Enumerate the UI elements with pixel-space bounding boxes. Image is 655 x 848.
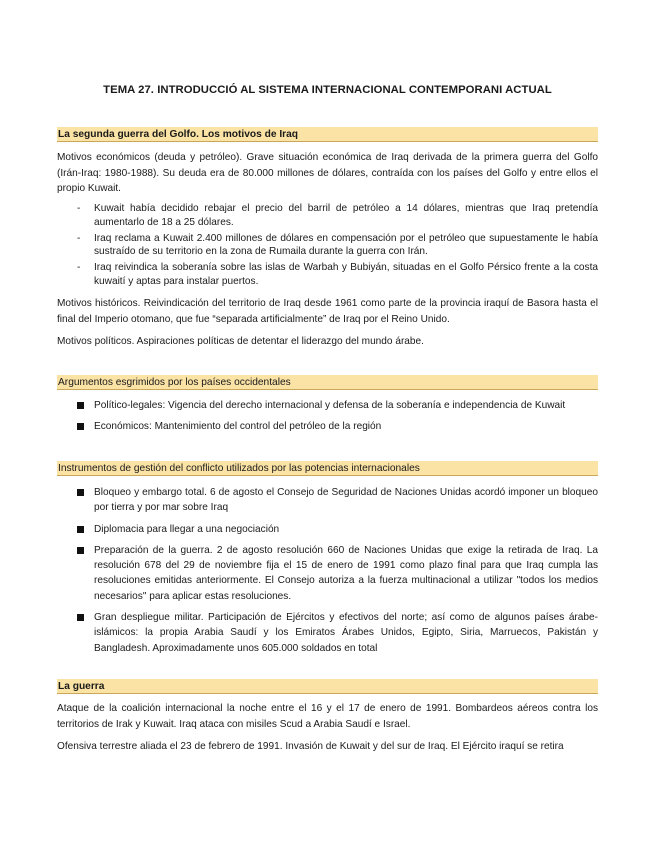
list-item: - Iraq reivindica la soberanía sobre las islas de Warbah y Bubiyán, situadas en el Golfo Pérsico frente a la costa kuwaití y aptas para instalar puertos. — [77, 262, 598, 287]
section-heading-the-war: La guerra — [57, 679, 598, 694]
list-item: Gran despliegue militar. Participación de Ejércitos y efectivos del norte; así como de algunos países árabe-islámicos: la propia Arabia Saudí y los Emiratos Árabes Unidos, Egipto, Siria, Marruecos, Pakistán y Bangladesh. Aproximadamente unos 605.000 soldados en total — [57, 610, 598, 656]
list-item: - Iraq reclama a Kuwait 2.400 millones de dólares en compensación por el petróleo que supuestamente le había sustraído de su territorio en la zona de Rumaila durante la guerra con Irán. — [77, 232, 598, 258]
section-heading-western-arguments: Argumentos esgrimidos por los países occidentales — [57, 375, 598, 390]
square-bullet-icon — [77, 423, 84, 430]
paragraph-coalition-attack: Ataque de la coalición internacional la noche entre el 16 y el 17 de enero de 1991. Bombardeos aéreos contra los territorios de Irak y Kuwait. Iraq ataca con misiles Scud a Arabia Saudí e Israel. — [57, 703, 598, 730]
economic-motives-list — [57, 202, 598, 291]
square-bullet-icon — [77, 614, 84, 621]
list-item: Económicos: Mantenimiento del control del petróleo de la región — [57, 419, 598, 434]
square-bullet-icon — [77, 526, 84, 533]
dash-bullet: - — [77, 203, 81, 214]
conflict-instruments-list — [57, 485, 598, 662]
paragraph-economic-motives: Motivos económicos (deuda y petróleo). Grave situación económica de Iraq derivada de la primera guerra del Golfo (Irán-Iraq: 1980-1988). Su deuda era de 80.000 millones de dólares, contraída con los países del Golfo y entre ellos el propio Kuwait. — [57, 152, 598, 195]
square-bullet-icon — [77, 489, 84, 496]
paragraph-ground-offensive: Ofensiva terrestre aliada el 23 de febrero de 1991. Invasión de Kuwait y del sur de Iraq. El Ejército iraquí se retira — [57, 741, 564, 752]
paragraph-historical-motives: Motivos históricos. Reivindicación del territorio de Iraq desde 1961 como parte de la provincia iraquí de Basora hasta el final del Imperio otomano, que fue “separada artificialmente” de Iraq por el Reino Unido. — [57, 298, 598, 325]
square-bullet-icon — [77, 547, 84, 554]
page-title: TEMA 27. INTRODUCCIÓ AL SISTEMA INTERNACIONAL CONTEMPORANI ACTUAL — [103, 84, 552, 96]
list-item: Político-legales: Vigencia del derecho internacional y defensa de la soberanía e independencia de Kuwait — [57, 398, 598, 413]
list-item: - Kuwait había decidido rebajar el precio del barril de petróleo a 14 dólares, mientras que Iraq pretendía aumentarlo de 18 a 25 dólares. — [77, 203, 598, 228]
section-heading-conflict-instruments: Instrumentos de gestión del conflicto utilizados por las potencias internacionales — [57, 461, 598, 476]
dash-bullet: - — [77, 232, 81, 244]
western-arguments-list — [57, 398, 598, 441]
section-heading-motives: La segunda guerra del Golfo. Los motivos de Iraq — [57, 127, 598, 142]
square-bullet-icon — [77, 402, 84, 409]
dash-bullet: - — [77, 262, 81, 274]
list-item: Preparación de la guerra. 2 de agosto resolución 660 de Naciones Unidas que exige la retirada de Iraq. La resolución 678 del 29 de noviembre fija el 15 de enero de 1991 como plazo final para que Iraq cumpla las resoluciones emitidas anteriormente. El Consejo autoriza a la fuerza multinacional a utilizar "todos los medios necesarios" para aplicar estas resoluciones. — [57, 543, 598, 604]
paragraph-political-motives: Motivos políticos. Aspiraciones políticas de detentar el liderazgo del mundo árabe. — [57, 336, 424, 347]
list-item: Bloqueo y embargo total. 6 de agosto el Consejo de Seguridad de Naciones Unidas acordó imponer un bloqueo por tierra y por mar sobre Iraq — [57, 485, 598, 516]
list-item: Diplomacia para llegar a una negociación — [57, 522, 598, 537]
